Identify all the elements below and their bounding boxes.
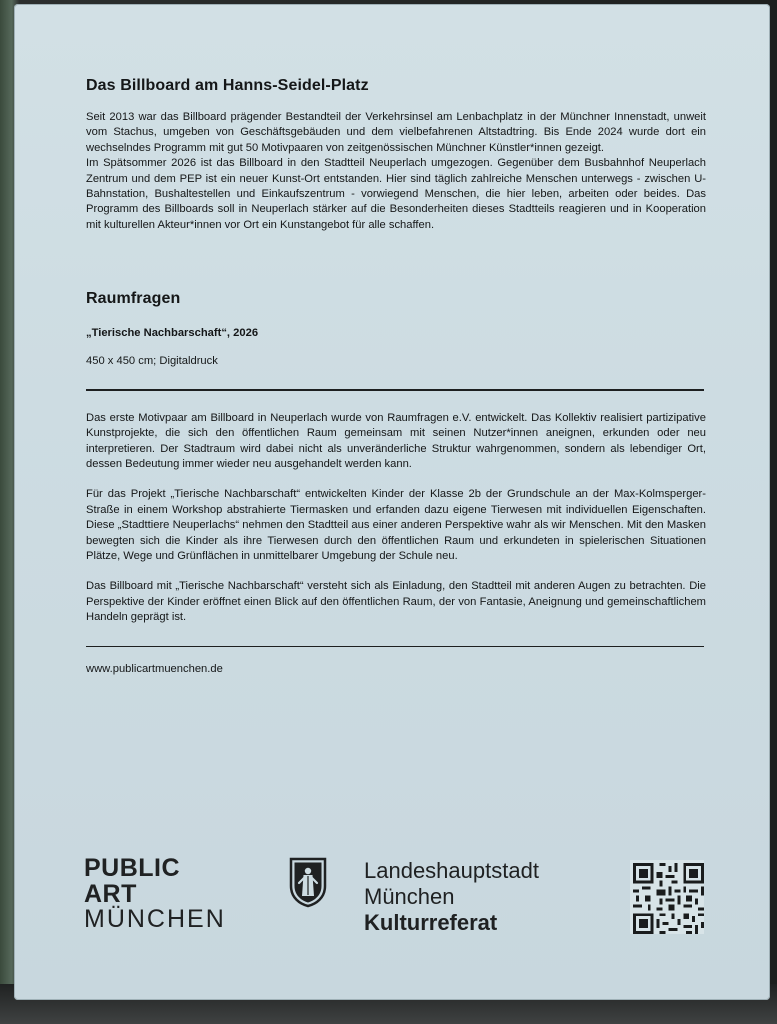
website-url: www.publicartmuenchen.de — [86, 663, 223, 676]
public-art-logo — [84, 856, 226, 933]
munich-coat-of-arms-icon — [288, 856, 328, 908]
artist-heading: Raumfragen — [86, 290, 181, 308]
city-logo-text — [364, 858, 539, 936]
description-paragraph-1: Das erste Motivpaar am Billboard in Neuperlach wurde von Raumfragen e.V. entwickelt. Das Kollektiv realisiert partizipative Kunstprojekte, die sich den öffentlichen Raum gemeinsam mit seinen Nutzer*innen aneignen, erkunden oder neu interpretieren. Der Stadtraum wird dabei nicht als unveränderliche Struktur wahrgenommen, sondern als lebendiger Ort, dessen Bedeutung immer wieder neu ausgehandelt werden kann. — [86, 411, 706, 470]
info-sign — [14, 4, 770, 1000]
intro-paragraph-1: Seit 2013 war das Billboard prägender Bestandteil der Verkehrsinsel am Lenbachplatz in der Münchner Innenstadt, unweit vom Stachus, umgeben von Geschäftsgebäuden und dem vielbefahrenen Altstadtring. Bis Ende 2024 wurde dort ein wechselndes Programm mit gut 50 Motivpaaren von zeitgenössischen Münchner Künstler*innen gezeigt. — [86, 111, 706, 154]
public-art-logo-line-1: PUBLIC — [84, 854, 181, 882]
sign-heading: Das Billboard am Hanns-Seidel-Platz — [86, 77, 369, 94]
description-paragraph-2: Für das Projekt „Tierische Nachbarschaft“ entwickelten Kinder der Klasse 2b der Grundschule an der Max-Kolmsperger-Straße in einem Workshop abstrahierte Tiermasken und erfanden dazu eigene Tierwesen mit individuellen Eigenschaften. Diese „Stadttiere Neuperlachs“ nehmen den Stadtteil aus einer anderen Perspektive wahr als wir Menschen. Mit den Masken bewegten sich die Kinder als ihre Tierwesen durch den öffentlichen Raum und erkundeten in spielerischen Situationen Plätze, Wege und Grünflächen in unmittelbarer Umgebung der Schule neu. — [86, 488, 706, 562]
public-art-logo-line-3: MÜNCHEN — [84, 905, 226, 933]
divider-2 — [86, 646, 704, 648]
city-logo-line-1: Landeshauptstadt — [364, 858, 539, 883]
description-paragraph-3: Das Billboard mit „Tierische Nachbarschaft“ versteht sich als Einladung, den Stadtteil mit anderen Augen zu betrachten. Die Perspektive der Kinder eröffnet einen Blick auf den öffentlichen Raum, der von Fantasie, Aneignung und gemeinschaftlichem Handeln geprägt ist. — [86, 580, 706, 624]
logo-bar — [84, 856, 714, 946]
city-logo-line-2: München — [364, 884, 455, 909]
qr-code-icon[interactable] — [630, 860, 704, 934]
intro-paragraph-2: Im Spätsommer 2026 ist das Billboard in den Stadtteil Neuperlach umgezogen. Gegenüber dem Busbahnhof Neuperlach Zentrum und dem PEP ist ein neuer Kunst-Ort entstanden. Hier sind täglich zahlreiche Menschen unterwegs - zwischen U-Bahnstation, Bushaltestellen und Einkaufszentrum - vorwiegend Menschen, die hier leben, arbeiten oder beides. Das Programm des Billboards soll in Neuperlach stärker auf die Besonderheiten dieses Stadtteils reagieren und in Kooperation mit kulturellen Akteur*innen vor Ort ein Kunstangebot für alle schaffen. — [86, 157, 706, 231]
work-title: „Tierische Nachbarschaft“, 2026 — [86, 327, 259, 340]
divider-1 — [86, 389, 704, 391]
sign-content — [86, 76, 706, 675]
public-art-logo-line-2: ART — [84, 879, 137, 908]
work-meta: 450 x 450 cm; Digitaldruck — [86, 355, 218, 368]
city-logo-line-3: Kulturreferat — [364, 910, 498, 935]
